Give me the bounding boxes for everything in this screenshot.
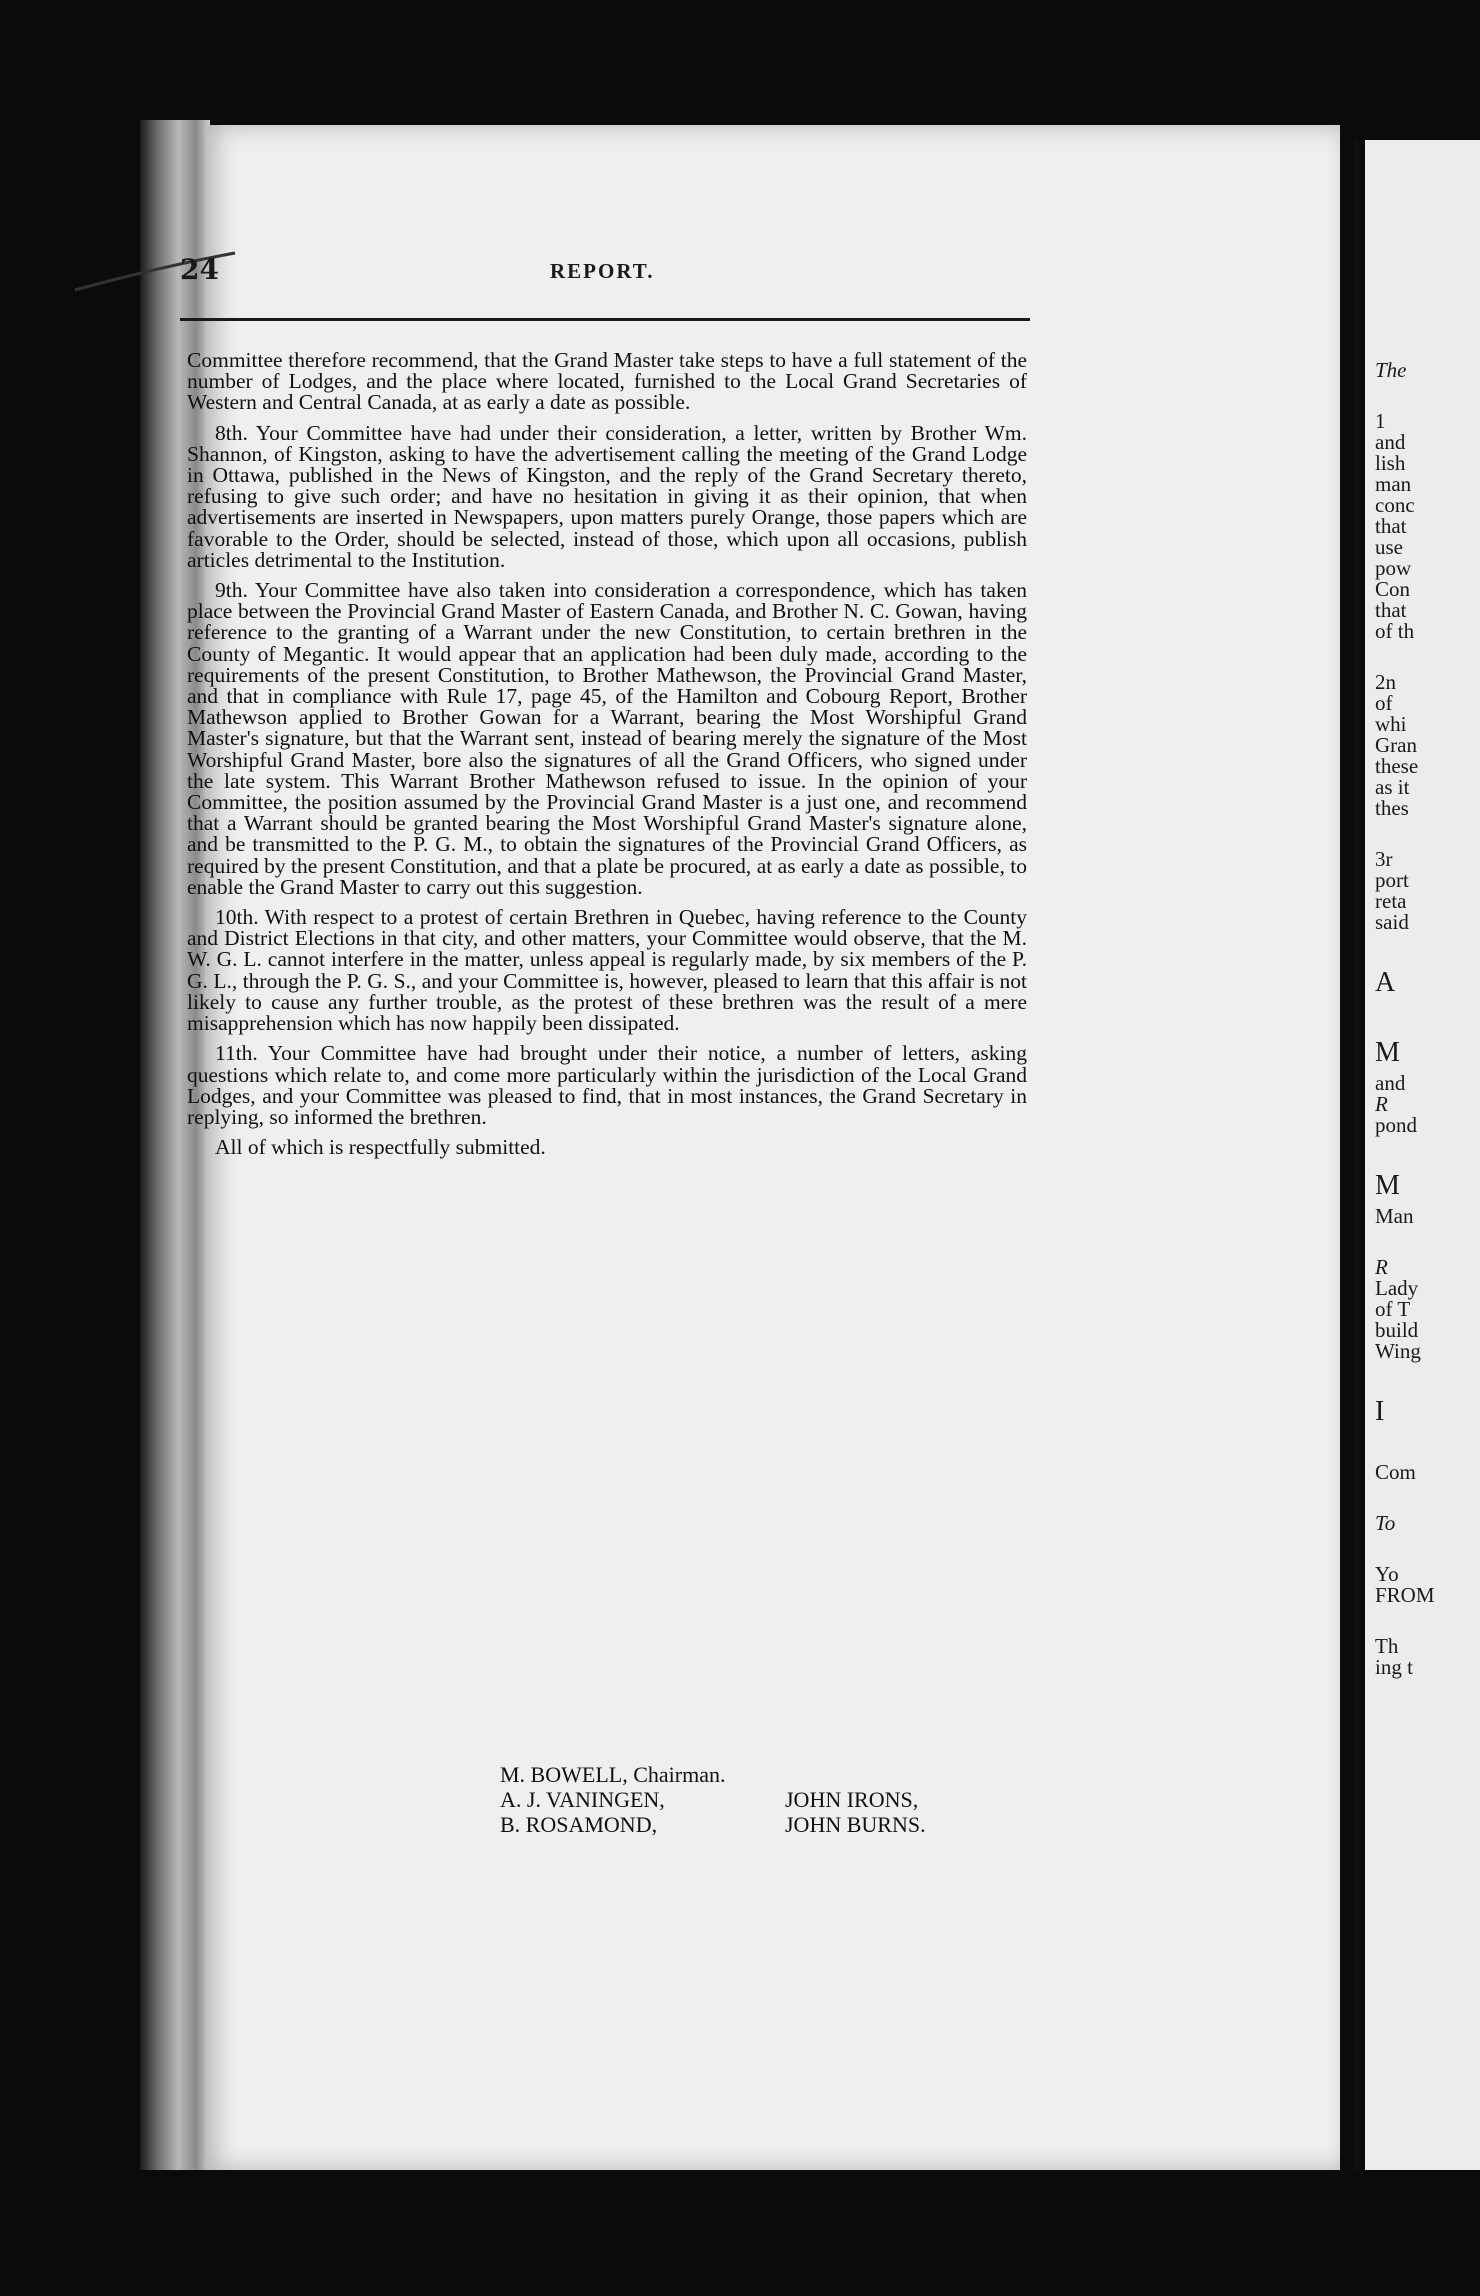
- facing-page-fragment: pow: [1375, 556, 1412, 580]
- header-rule: [180, 318, 1030, 321]
- facing-page-fragment: build: [1375, 1318, 1419, 1342]
- paragraph-10th: 10th. With respect to a protest of certain Brethren in Quebec, having reference to the County and District Elections in that city, and other matters, your Committee would observe, that the M. W. G. L. cannot interfere in the matter, unless appeal is regularly made, by six members of the P. G. L., through the P. G. S., and your Committee is, however, pleased to learn that this affair is not likely to cause any further trouble, as the protest of these brethren was the result of a mere misapprehension which has now happily been dissipated.: [187, 905, 1027, 1036]
- facing-page-fragment: M: [1375, 1037, 1400, 1068]
- signature-row: [500, 1812, 1020, 1837]
- signature-block: [500, 1762, 1020, 1837]
- facing-page-fragment: pond: [1375, 1113, 1417, 1137]
- facing-page-fragment: and: [1375, 1071, 1406, 1095]
- facing-page-fragment: reta: [1375, 889, 1407, 913]
- paragraph-11th: 11th. Your Committee have had brought under their notice, a number of letters, asking questions which relate to, and come more particularly within the jurisdiction of the Local Grand Lodges, and your Committee was pleased to find, that in most instances, the Grand Secretary in replying, so informed the brethren.: [187, 1041, 1027, 1129]
- page-header: [180, 253, 1030, 293]
- signature-name: JOHN IRONS,: [785, 1787, 919, 1812]
- facing-page-fragment: The: [1375, 358, 1407, 382]
- facing-page-fragment: Gran: [1375, 733, 1417, 757]
- facing-page-fragment: man: [1375, 472, 1412, 496]
- facing-page-fragment: and: [1375, 430, 1406, 454]
- facing-page-fragment: that: [1375, 514, 1407, 538]
- facing-page-fragment: Man: [1375, 1204, 1414, 1228]
- facing-page-fragment: that: [1375, 598, 1407, 622]
- report-body: [187, 350, 1027, 1167]
- facing-page-fragment: Lady: [1375, 1276, 1419, 1300]
- facing-page-fragment: M: [1375, 1170, 1400, 1201]
- paragraph-9th: 9th. Your Committee have also taken into consideration a correspondence, which has taken place between the Provincial Grand Master of Eastern Canada, and Brother N. C. Gowan, having reference to the granting of a Warrant under the new Constitution, to certain brethren in the County of Megantic. It would appear that an application had been duly made, according to the requirements of the present Constitution, to Brother Mathewson, the Provincial Grand Master, and that in compliance with Rule 17, page 45, of the Hamilton and Cobourg Report, Brother Mathewson applied to Brother Gowan for a Warrant, bearing the Most Worshipful Grand Master's signature, but that the Warrant sent, instead of bearing merely the signature of the Most Worshipful Grand Master, bore also the signatures of all the Grand Officers, who signed under the late system. This Warrant Brother Mathewson refused to issue. In the opinion of your Committee, the position assumed by the Provincial Grand Master is a just one, and recommend that a Warrant should be granted bearing the Most Worshipful Grand Master's signature alone, and be transmitted to the P. G. M., to obtain the signatures of the Provincial Grand Officers, as required by the present Constitution, and that a plate be procured, at as early a date as possible, to enable the Grand Master to carry out this suggestion.: [187, 578, 1027, 899]
- facing-page-fragment: as it: [1375, 775, 1410, 799]
- facing-page-fragment: Th: [1375, 1634, 1399, 1658]
- facing-page-fragment: FROM: [1375, 1583, 1435, 1607]
- facing-page-fragment: conc: [1375, 493, 1415, 517]
- signature-name: A. J. VANINGEN,: [500, 1787, 665, 1812]
- facing-page-fragment: port: [1375, 868, 1409, 892]
- closing-line: All of which is respectfully submitted.: [215, 1135, 546, 1160]
- page-number: 24: [180, 253, 219, 286]
- facing-page-fragment: whi: [1375, 712, 1407, 736]
- facing-page-fragment: 1: [1375, 409, 1386, 433]
- facing-page-fragment: 2n: [1375, 670, 1396, 694]
- facing-page-fragment: use: [1375, 535, 1403, 559]
- facing-page-text: [1375, 360, 1480, 1678]
- signature-name: B. ROSAMOND,: [500, 1812, 658, 1837]
- facing-page-fragment: of: [1375, 691, 1393, 715]
- facing-page-fragment: R: [1375, 1255, 1388, 1279]
- running-head: REPORT.: [550, 259, 655, 283]
- facing-page-fragment: lish: [1375, 451, 1406, 475]
- facing-page-fragment: said: [1375, 910, 1409, 934]
- facing-page-fragment: Com: [1375, 1460, 1416, 1484]
- paragraph-continuation: Committee therefore recommend, that the Grand Master take steps to have a full statement of the number of Lodges, and the place where located, furnished to the Local Grand Secretaries of Western and Central Canada, at as early a date as possible.: [187, 348, 1027, 415]
- signature-chair: M. BOWELL, Chairman.: [500, 1762, 726, 1787]
- facing-page-fragment: A: [1375, 967, 1396, 998]
- facing-page-fragment: of T: [1375, 1297, 1411, 1321]
- facing-page-fragment: these: [1375, 754, 1419, 778]
- facing-page-fragment: thes: [1375, 796, 1409, 820]
- signature-row: [500, 1787, 1020, 1812]
- facing-page-fragment: Wing: [1375, 1339, 1421, 1363]
- facing-page-fragment: To: [1375, 1511, 1396, 1535]
- facing-page-fragment: ing t: [1375, 1655, 1413, 1679]
- signature-name: JOHN BURNS.: [785, 1812, 926, 1837]
- facing-page-fragment: 3r: [1375, 847, 1393, 871]
- facing-page-fragment: Con: [1375, 577, 1411, 601]
- facing-page-fragment: I: [1375, 1396, 1385, 1427]
- facing-page-fragment: R: [1375, 1092, 1388, 1116]
- facing-page-fragment: of th: [1375, 619, 1415, 643]
- facing-page: [1365, 140, 1480, 2170]
- facing-page-fragment: Yo: [1375, 1562, 1399, 1586]
- page-gutter: [1355, 140, 1359, 2170]
- paragraph-8th: 8th. Your Committee have had under their consideration, a letter, written by Brother Wm. Shannon, of Kingston, asking to have the advertisement calling the meeting of the Grand Lodge in Ottawa, published in the News of Kingston, and the reply of the Grand Secretary thereto, refusing to give such order; and have no hesitation in giving it as their opinion, that when advertisements are inserted in Newspapers, upon matters purely Orange, those papers which are favorable to the Order, should be selected, instead of those, which upon all occasions, publish articles detrimental to the Institution.: [187, 420, 1027, 572]
